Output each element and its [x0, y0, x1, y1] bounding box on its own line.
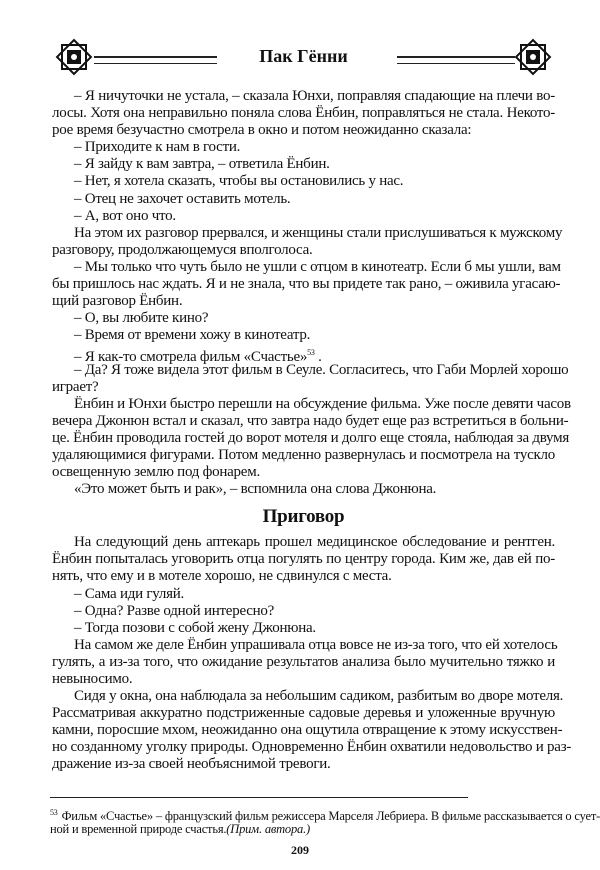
line-text: лосы. Хотя она неправильно поняла слова Ёнбин, поправляться не стала. Некото-	[52, 105, 555, 122]
page-number: 209	[291, 843, 309, 857]
chapter-heading: Приговор	[262, 506, 345, 528]
footnote-ref[interactable]: 53	[307, 348, 315, 358]
text-line	[52, 122, 555, 139]
running-header	[52, 34, 555, 84]
text-line	[52, 603, 555, 620]
line-text: На этом их разговор прервался, и женщины стали прислушиваться к мужскому	[74, 224, 563, 241]
footnote-note: (Прим. автора.)	[226, 822, 310, 836]
text-line	[52, 586, 555, 603]
line-text: удаляющимися фигурами. Потом медленно развернулась и посмотрела на тускло	[52, 446, 555, 463]
line-text: – Приходите к нам в гости.	[74, 139, 241, 156]
text-line	[52, 258, 561, 276]
text-line	[52, 429, 570, 447]
section-before	[52, 88, 571, 498]
header-rule-right	[397, 56, 515, 64]
line-text: – О, вы любите кино?	[74, 310, 209, 327]
line-text: разговору, продолжающемуся вполголоса.	[52, 241, 313, 258]
text-line	[52, 156, 555, 173]
line-text: вечера Джонюн встал и сказал, что завтра надо будет еще раз встретиться в больни-	[52, 412, 569, 429]
text-line	[52, 379, 555, 396]
line-text: щий разговор Ёнбин.	[52, 293, 183, 310]
footnote-line	[50, 821, 555, 838]
line-text: освещенную землю под фонарем.	[52, 464, 260, 481]
ornament-icon	[511, 34, 555, 80]
footnote-rule	[50, 797, 468, 798]
running-title: Пак Гённи	[259, 46, 348, 66]
line-text: Ёнбин попыталась уговорить отца погулять по центру города. Ким же, дав ей по-	[52, 551, 555, 568]
text-line	[52, 705, 555, 722]
text-line: – Я как-то смотрела фильм «Счастье»$^{53}$ .	[74, 348, 322, 366]
line-text: – Время от времени хожу в кинотеатр.	[74, 327, 311, 344]
text-line	[52, 688, 564, 705]
text-line	[52, 447, 555, 464]
text-line	[52, 412, 569, 430]
line-text: гулять, а из-за того, что ожидание результатов анализа было мучительно тяжко и	[52, 653, 555, 670]
text-line	[52, 654, 555, 671]
text-line	[52, 276, 561, 293]
line-text: – Одна? Разве одной интересно?	[74, 602, 275, 619]
text-line	[52, 671, 555, 688]
text-line	[52, 105, 555, 122]
text-line	[52, 208, 555, 225]
line-text: но созданному уголку природы. Одновременно Ёнбин охватили недовольство и раз-	[52, 739, 572, 756]
text-line	[52, 481, 555, 498]
text-line	[52, 361, 569, 379]
text-line	[52, 310, 555, 327]
line-text: нять, что ему и в мотеле хорошо, не сдвинулся с места.	[52, 568, 392, 585]
text-line	[52, 88, 555, 105]
line-text: Ёнбин и Юнхи быстро перешли на обсуждение фильма. Уже после девяти часов	[74, 395, 571, 412]
line-text: Сидя у окна, она наблюдала за небольшим садиком, разбитым во дворе мотеля.	[74, 688, 564, 705]
text-line	[52, 242, 555, 259]
text-line	[52, 224, 563, 242]
line-text: – А, вот оно что.	[74, 207, 176, 224]
text-line	[52, 464, 555, 481]
text-line	[52, 722, 563, 739]
line-text: – Я зайду к вам завтра, – ответила Ёнбин.	[74, 156, 330, 173]
text-line	[52, 191, 555, 208]
line-text: рое время безучастно смотрела в окно и потом неожиданно сказала:	[52, 122, 472, 139]
line-text: «Это может быть и рак», – вспомнила она слова Джонюна.	[74, 481, 437, 498]
text-line	[52, 139, 555, 156]
line-text: играет?	[52, 378, 99, 395]
line-text: – Я как-то смотрела фильм «Счастье»	[74, 349, 308, 366]
section-after	[52, 534, 572, 773]
line-text: – Отец не захочет оставить мотель.	[74, 190, 291, 207]
footnote	[50, 804, 600, 838]
text-line	[52, 756, 555, 773]
text-line	[52, 534, 555, 551]
text-line	[52, 293, 555, 310]
footnote-number: 53	[50, 808, 58, 817]
footnote-text: Фильм «Счастье» – французский фильм режиссера Марселя Лебриера. В фильме рассказывается о сует-	[61, 809, 600, 824]
text-line	[52, 620, 555, 637]
line-text: – Мы только что чуть было не ушли с отцом в кинотеатр. Если б мы ушли, вам	[74, 258, 561, 275]
text-line	[52, 327, 555, 344]
line-text: – Я ничуточки не устала, – сказала Юнхи, поправляя спадающие на плечи во-	[74, 88, 555, 104]
body-text	[52, 88, 572, 774]
text-line	[52, 551, 555, 568]
text-line	[52, 568, 555, 585]
text-line	[52, 395, 571, 413]
line-text: – Нет, я хотела сказать, чтобы вы остановились у нас.	[74, 173, 404, 190]
line-text: бы пришлось нас ждать. Я и не знала, что вы придете так рано, – оживила угасаю-	[52, 276, 561, 293]
text-line	[52, 636, 558, 654]
line-text: – Да? Я тоже видела этот фильм в Сеуле. Согласитесь, что Габи Морлей хорошо	[74, 361, 569, 378]
line-text: На самом же деле Ёнбин упрашивала отца вовсе не из-за того, что ей хотелось	[74, 636, 558, 653]
line-text: Рассматривая аккуратно подстриженные садовые деревья и уложенные вручную	[52, 705, 555, 722]
line-text: – Тогда позови с собой жену Джонюна.	[74, 619, 316, 636]
footnote-line	[50, 804, 600, 824]
line-text: – Сама иди гуляй.	[74, 585, 185, 602]
text-line	[52, 739, 572, 756]
line-text: На следующий день аптекарь прошел медицинское обследование и рентген.	[74, 534, 555, 551]
text-line	[52, 173, 555, 190]
line-text: невыносимо.	[52, 671, 133, 687]
line-text: дражение из-за своей необъяснимой тревоги.	[52, 756, 331, 773]
line-text: камни, поросшие мхом, неожиданно она ощутила отвращение к этому искусствен-	[52, 722, 563, 739]
footnote-text: ной и временной природе счастья.	[50, 822, 227, 836]
line-text: це. Ёнбин проводила гостей до ворот мотеля и долго еще стояла, наблюдая за двумя	[52, 429, 570, 446]
